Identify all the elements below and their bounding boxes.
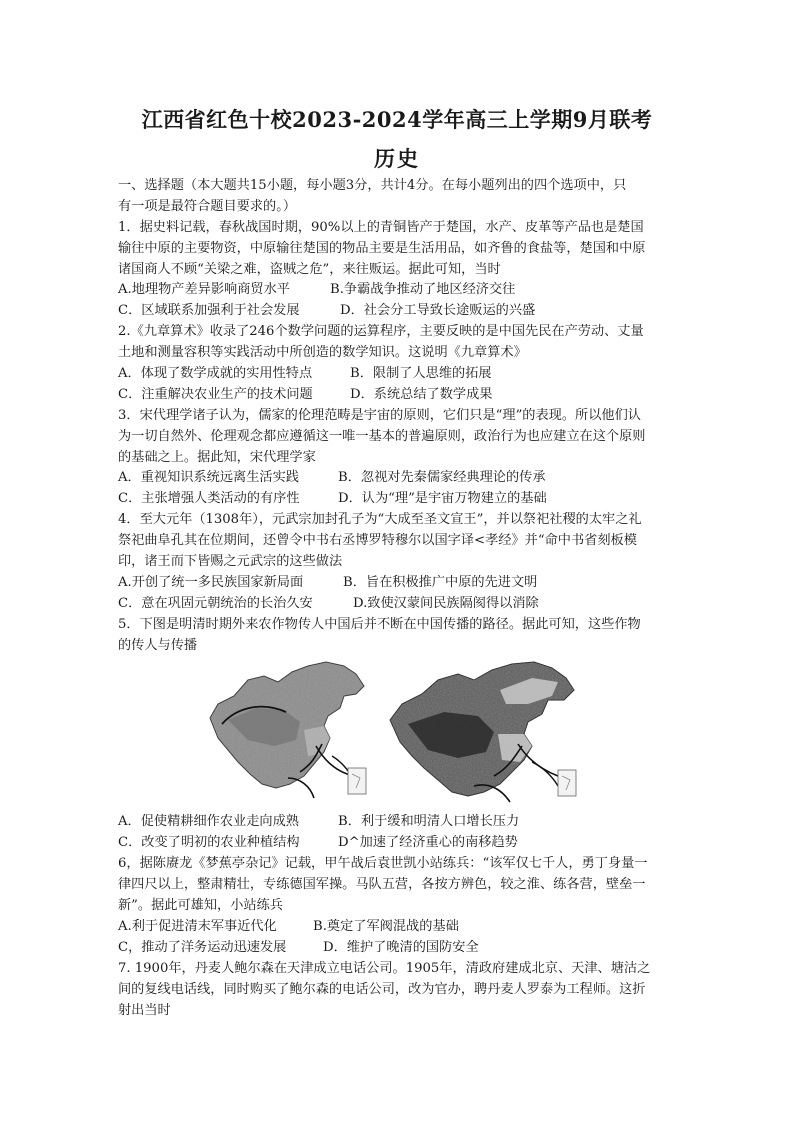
question-stem: 输往中原的主要物资，中原输往楚国的物品主要是生活用品，如齐鲁的食盐等，楚国和中原 xyxy=(118,240,646,256)
question-stem: 土地和测量容积等实践活动中所创造的数学知识。这说明《九章算术》 xyxy=(118,345,527,361)
question-stem: 7. 1900年，丹麦人鲍尔森在天津成立电话公司。1905年，清政府建成北京、天津、塘沽之 xyxy=(118,960,651,976)
option-row xyxy=(118,812,678,833)
option-c[interactable]: C．区域联系加强利于社会发展 xyxy=(118,303,300,319)
question-4 xyxy=(118,510,678,614)
question-stem: 5．下图是明清时期外来农作物传人中国后并不断在中国传播的路径。据此可知，这些作物 xyxy=(118,616,641,632)
option-row xyxy=(118,917,678,938)
question-stem: 间的复线电话线，同时购买了鲍尔森的电话公司，改为官办，聘丹麦人罗泰为工程师。这折 xyxy=(118,981,646,997)
option-row xyxy=(118,301,678,322)
option-d[interactable]: D^加速了经济重心的南移趋势 xyxy=(338,835,518,851)
question-1 xyxy=(118,218,678,322)
option-a[interactable]: A．重视知识系统远离生活实践 xyxy=(118,470,299,486)
option-b[interactable]: B.奠定了军阀混战的基础 xyxy=(313,918,459,934)
question-stem: 1．据史料记载，春秋战国时期，90%以上的青铜皆产于楚国，水产、皮革等产品也是楚国 xyxy=(118,219,644,235)
question-stem: 新”。据此可雄知，小站练兵 xyxy=(118,898,283,914)
page-title: 江西省红色十校2023-2024学年高三上学期9月联考 xyxy=(141,107,653,132)
option-row xyxy=(118,594,678,615)
question-stem: 的传人与传播 xyxy=(118,637,198,653)
question-stem: 3．宋代理学诸子认为，儒家的伦理范畴是宇宙的原则，它们只是“理”的表现。所以他们认 xyxy=(118,407,641,423)
question-stem: 律四尺以上，整肃精壮，专练德国军操。马队五营，各按方辨色，较之淮、练各营，壁垒一 xyxy=(118,877,646,893)
option-c[interactable]: C．意在巩固元朝统治的长治久安 xyxy=(118,595,313,611)
section-instruction: 有一项是最符合题目要求的。） xyxy=(118,198,297,214)
section-instruction: 一、选择题（本大题共15小题，每小题3分，共计4分。在每小题列出的四个选项中，只 xyxy=(118,178,627,193)
question-stem: 射出当时 xyxy=(118,1002,171,1018)
south-sea-inset xyxy=(348,768,366,794)
option-row xyxy=(118,489,678,510)
question-stem: 6，据陈赓龙《梦蕉亭杂记》记载，甲午战后袁世凯小站练兵：“该军仅七千人，勇丁身量一 xyxy=(118,856,648,872)
option-d[interactable]: D．认为“理”是宇宙万物建立的基础 xyxy=(338,491,547,507)
option-c[interactable]: C．主张增强人类活动的有序性 xyxy=(118,491,300,507)
option-b[interactable]: B．忽视对先秦儒家经典理论的传承 xyxy=(338,470,546,486)
subject-heading: 历史 xyxy=(374,146,420,171)
option-c[interactable]: C．改变了明初的农业种植结构 xyxy=(118,835,300,851)
option-c[interactable]: C，推动了洋务运动迅速发展 xyxy=(118,939,287,955)
question-5 xyxy=(118,615,678,855)
option-b[interactable]: B．限制了人思维的拓展 xyxy=(350,366,492,382)
option-row xyxy=(118,280,678,301)
question-stem: 印，诸王而下皆赐之元武宗的这些做法 xyxy=(118,554,343,570)
option-row xyxy=(118,938,678,959)
question-stem: 为一切自然外、伦理观念都应遵循这一唯一基本的普遍原则，政治行为也应建立在这个原则 xyxy=(118,428,646,444)
option-row xyxy=(118,573,678,594)
question-2 xyxy=(118,322,678,406)
option-row xyxy=(118,364,678,385)
south-sea-inset xyxy=(558,770,576,796)
option-d[interactable]: D.致使汉蒙间民族隔阂得以消除 xyxy=(353,595,539,611)
option-a[interactable]: A.利于促进清末军事近代化 xyxy=(118,918,277,934)
china-map-left xyxy=(204,660,370,806)
crop-spread-figure xyxy=(118,660,678,806)
question-3 xyxy=(118,406,678,510)
question-7 xyxy=(118,959,678,1022)
option-a[interactable]: A.地理物产差异影响商贸水平 xyxy=(118,282,290,298)
option-d[interactable]: D．系统总结了数学成果 xyxy=(350,386,493,402)
option-d[interactable]: D．社会分工导致长途贩运的兴盛 xyxy=(340,303,536,319)
option-a[interactable]: A．体现了数学成就的实用性特点 xyxy=(118,366,313,382)
question-stem: 诸国商人不顾“关梁之难，盗贼之危”，来往贩运。据此可知，当时 xyxy=(118,261,501,277)
option-b[interactable]: B．旨在积极推广中原的先进文明 xyxy=(343,574,538,590)
option-d[interactable]: D．维护了晚清的国防安全 xyxy=(323,939,479,955)
option-row xyxy=(118,385,678,406)
option-b[interactable]: B．利于缓和明清人口增长压力 xyxy=(338,814,520,830)
question-stem: 2.《九章算术》收录了246个数学问题的运算程序，主要反映的是中国先民在产劳动、丈量 xyxy=(118,324,644,340)
question-stem: 4．至大元年（1308年），元武宗加封孔子为“大成至圣文宣王”，并以祭祀社稷的太牢之礼 xyxy=(118,512,642,528)
option-row xyxy=(118,468,678,489)
option-a[interactable]: A．促使精耕细作农业走向成熟 xyxy=(118,814,299,830)
option-a[interactable]: A.开创了统一多民族国家新局面 xyxy=(118,574,304,590)
option-b[interactable]: B.争霸战争推动了地区经济交往 xyxy=(330,282,516,298)
question-stem: 的基础之上。据此知，宋代理学家 xyxy=(118,449,316,465)
question-stem: 祭祀曲阜孔其在位期间，还曾令中书右丞博罗特穆尔以国字译<孝经》并“命中书省刻板模 xyxy=(118,533,637,549)
exam-body xyxy=(118,176,678,1021)
option-c[interactable]: C．注重解决农业生产的技术问题 xyxy=(118,386,313,402)
question-6 xyxy=(118,854,678,958)
china-map-right xyxy=(382,660,582,806)
option-row xyxy=(118,833,678,854)
